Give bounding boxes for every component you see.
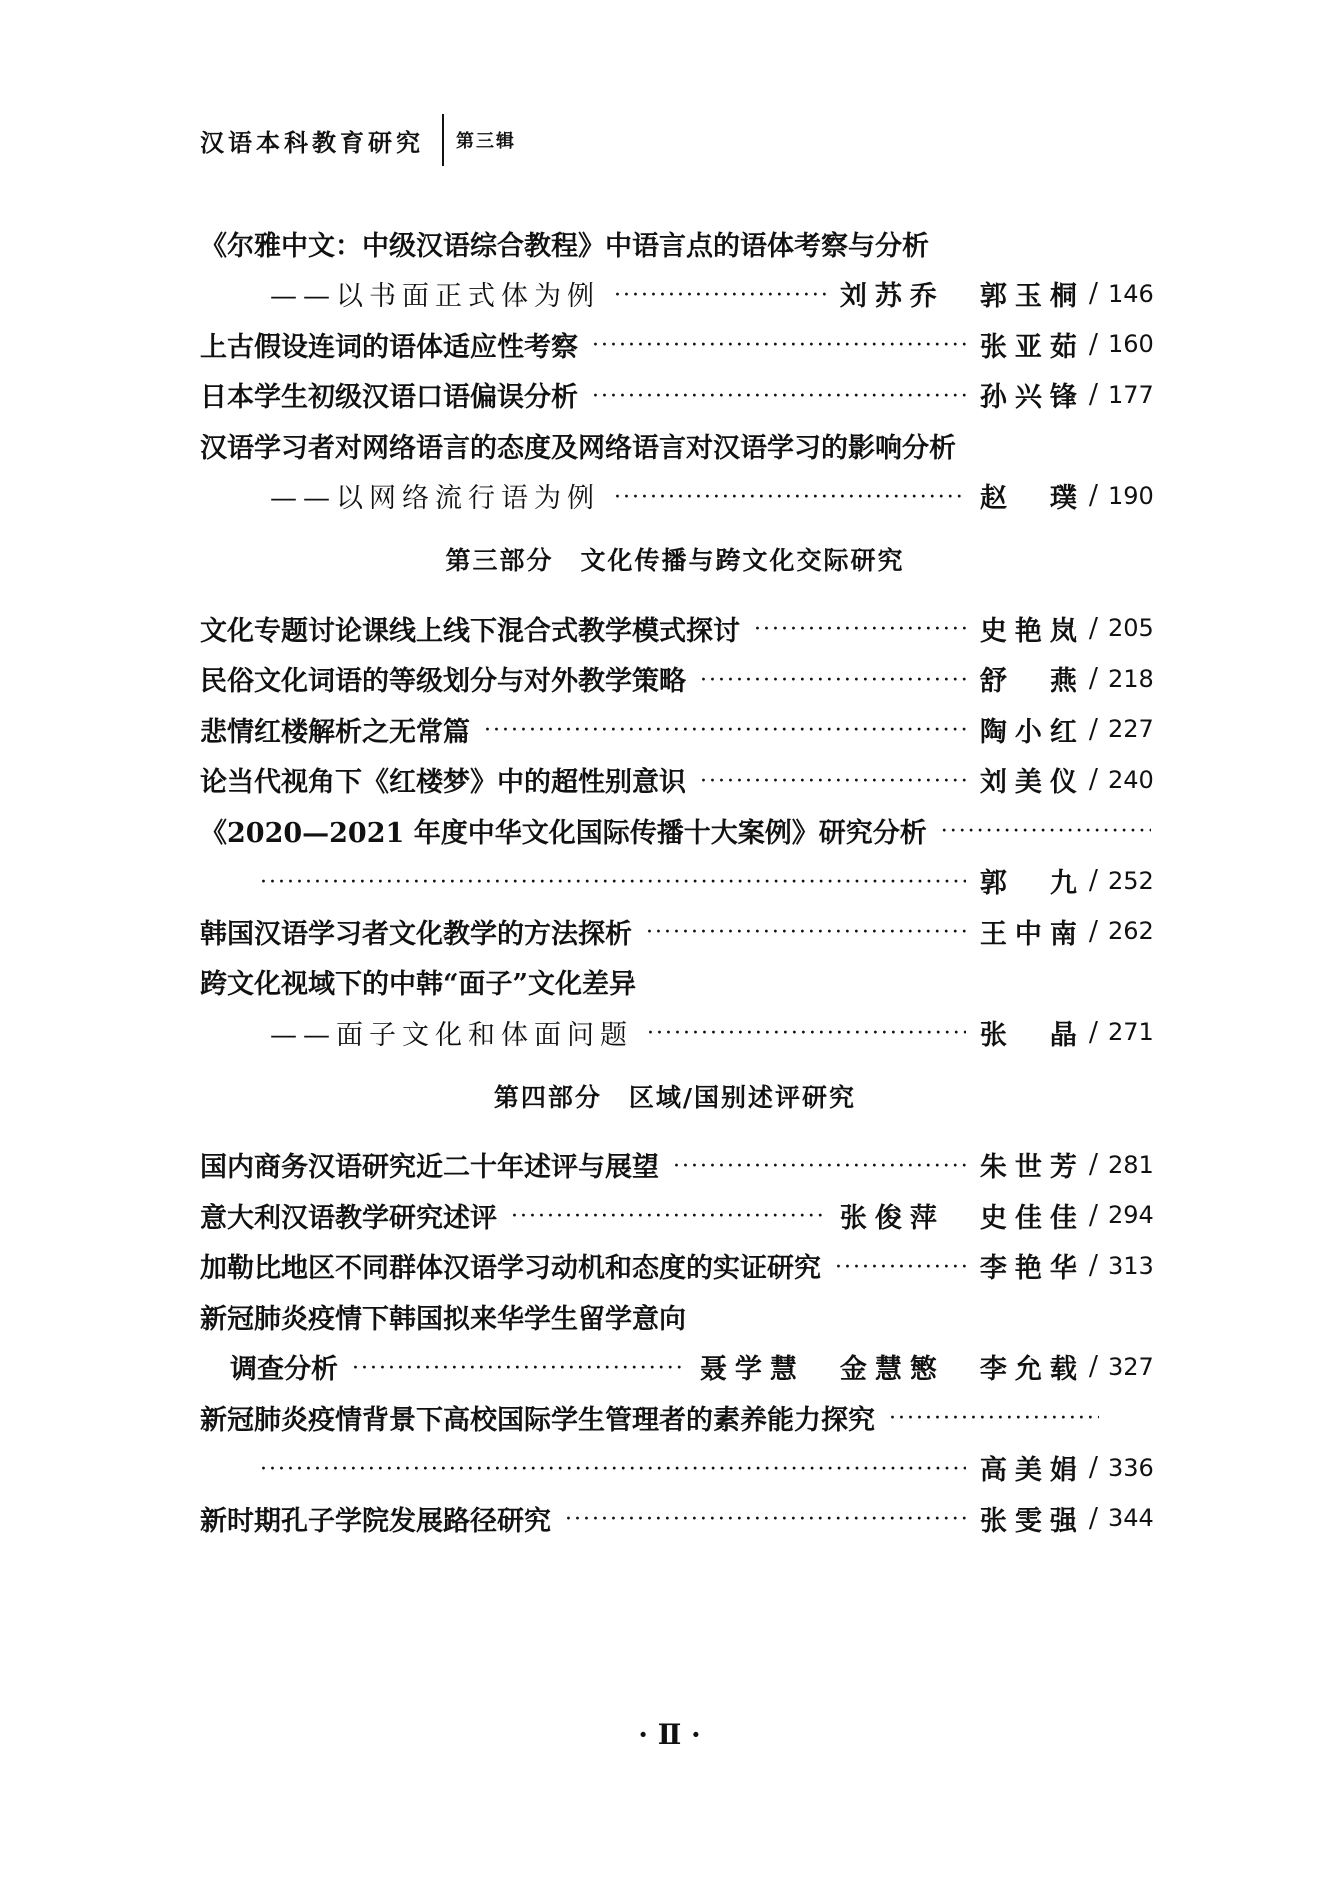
toc-entry[interactable]: [200, 1241, 1154, 1292]
entry-authors: 刘美仪: [979, 767, 1085, 799]
entry-authors: 孙兴锋: [979, 382, 1085, 414]
running-header: [200, 115, 516, 165]
entry-subtitle: ——面子文化和体面问题: [270, 1019, 633, 1051]
entry-title: 意大利汉语教学研究述评: [200, 1202, 497, 1234]
entry-page: 240: [1108, 765, 1154, 794]
page-separator: /: [1088, 1250, 1098, 1282]
page-separator: /: [1088, 713, 1098, 745]
page-separator: /: [1088, 915, 1098, 947]
page-separator: /: [1088, 480, 1098, 512]
leader-dots: [352, 1342, 686, 1392]
entry-authors: 郭 九: [979, 868, 1085, 900]
entry-page: 160: [1108, 330, 1154, 359]
leader-dots: [700, 654, 966, 704]
entry-authors: 史艳岚: [979, 615, 1085, 647]
entry-title: 韩国汉语学习者文化教学的方法探析: [200, 918, 632, 950]
section-heading: 第三部分 文化传播与跨文化交际研究: [445, 546, 905, 575]
entry-title: 汉语学习者对网络语言的态度及网络语言对汉语学习的影响分析: [200, 432, 956, 464]
leader-dots: [592, 370, 966, 420]
toc-entry[interactable]: [200, 654, 1154, 705]
leader-dots: [565, 1493, 966, 1543]
entry-subtitle: ——以网络流行语为例: [270, 483, 600, 515]
entry-page: 146: [1108, 279, 1154, 308]
leader-dots: [511, 1190, 826, 1240]
entry-authors: 刘苏乔 郭玉桐: [839, 281, 1085, 313]
leader-dots: [260, 1443, 966, 1493]
leader-dots: [614, 269, 826, 319]
table-of-contents: [200, 218, 1154, 1544]
entry-page: 227: [1108, 715, 1154, 744]
leader-dots: [484, 704, 966, 754]
toc-entry[interactable]: [200, 957, 1150, 1008]
entry-page: 252: [1108, 866, 1154, 895]
entry-page: 344: [1108, 1504, 1154, 1533]
entry-authors: 张 晶: [979, 1019, 1085, 1051]
entry-title-continuation: 调查分析: [230, 1354, 338, 1386]
entry-title: 悲情红楼解析之无常篇: [200, 716, 470, 748]
toc-entry[interactable]: [200, 420, 1150, 471]
entry-page: 271: [1108, 1018, 1154, 1047]
leader-dots: [614, 471, 966, 521]
issue-label: 第三辑: [456, 131, 516, 152]
leader-dots: [647, 1007, 966, 1057]
toc-entry[interactable]: [200, 1190, 1154, 1241]
page-separator: /: [1088, 328, 1098, 360]
toc-entry[interactable]: [200, 1443, 1154, 1494]
leader-dots: [941, 805, 1151, 855]
toc-entry[interactable]: [200, 370, 1154, 421]
entry-authors: 聂学慧 金慧慜 李允载: [699, 1354, 1085, 1386]
toc-entry[interactable]: [200, 1493, 1154, 1544]
entry-title: 日本学生初级汉语口语偏误分析: [200, 382, 578, 414]
entry-page: 281: [1108, 1150, 1154, 1179]
toc-entry[interactable]: [200, 603, 1154, 654]
entry-authors: 舒 燕: [979, 666, 1085, 698]
entry-authors: 赵 璞: [979, 483, 1085, 515]
toc-entry[interactable]: [200, 805, 1150, 856]
toc-entry[interactable]: [200, 906, 1154, 957]
entry-page: 327: [1108, 1352, 1154, 1381]
page-separator: /: [1088, 865, 1098, 897]
toc-entry[interactable]: [200, 471, 1154, 522]
entry-title: 上古假设连词的语体适应性考察: [200, 331, 578, 363]
page-separator: /: [1088, 1351, 1098, 1383]
header-divider: [442, 114, 444, 166]
page-separator: /: [1088, 764, 1098, 796]
section-heading: 第四部分 区域/国别述评研究: [493, 1082, 857, 1112]
toc-entry[interactable]: [200, 1342, 1154, 1393]
entry-authors: 李艳华: [979, 1253, 1085, 1285]
page-separator: /: [1088, 1502, 1098, 1534]
leader-dots: [646, 906, 966, 956]
toc-entry[interactable]: [200, 1392, 1150, 1443]
page-separator: /: [1088, 278, 1098, 310]
leader-dots: [592, 319, 966, 369]
entry-subtitle: ——以书面正式体为例: [270, 281, 600, 313]
entry-page: 177: [1108, 380, 1154, 409]
toc-entry[interactable]: [200, 218, 1150, 269]
page-separator: /: [1088, 1199, 1098, 1231]
toc-entry[interactable]: [200, 1291, 1150, 1342]
entry-page: 336: [1108, 1453, 1154, 1482]
entry-authors: 朱世芳: [979, 1152, 1085, 1184]
page-number: · Ⅱ ·: [638, 1718, 701, 1751]
toc-entry[interactable]: [200, 704, 1154, 755]
entry-page: 294: [1108, 1201, 1154, 1230]
leader-dots: [889, 1392, 1099, 1442]
entry-authors: 张雯强: [979, 1505, 1085, 1537]
page-separator: /: [1088, 663, 1098, 695]
leader-dots: [260, 856, 966, 906]
toc-entry[interactable]: [200, 1007, 1154, 1058]
page-separator: /: [1088, 612, 1098, 644]
entry-title: 国内商务汉语研究近二十年述评与展望: [200, 1152, 659, 1184]
entry-title: 新冠肺炎疫情下韩国拟来华学生留学意向: [200, 1303, 686, 1335]
entry-title: 文化专题讨论课线上线下混合式教学模式探讨: [200, 615, 740, 647]
page-separator: /: [1088, 1149, 1098, 1181]
entry-authors: 王中南: [979, 918, 1085, 950]
entry-title: 论当代视角下《红楼梦》中的超性别意识: [200, 767, 686, 799]
entry-title: 跨文化视域下的中韩“面子”文化差异: [200, 969, 637, 1001]
entry-authors: 张俊萍 史佳佳: [839, 1202, 1085, 1234]
page-separator: /: [1088, 379, 1098, 411]
entry-page: 313: [1108, 1251, 1154, 1280]
entry-page: 262: [1108, 917, 1154, 946]
entry-title: 新时期孔子学院发展路径研究: [200, 1505, 551, 1537]
toc-entry[interactable]: [200, 319, 1154, 370]
toc-entry[interactable]: [200, 1140, 1154, 1191]
page-separator: /: [1088, 1016, 1098, 1048]
leader-dots: [700, 755, 966, 805]
entry-title: 加勒比地区不同群体汉语学习动机和态度的实证研究: [200, 1253, 821, 1285]
entry-title: 《尔雅中文：中级汉语综合教程》中语言点的语体考察与分析: [200, 230, 929, 262]
entry-title: 民俗文化词语的等级划分与对外教学策略: [200, 666, 686, 698]
entry-page: 205: [1108, 614, 1154, 643]
leader-dots: [835, 1241, 966, 1291]
entry-page: 218: [1108, 664, 1154, 693]
entry-page: 190: [1108, 481, 1154, 510]
entry-authors: 高美娟: [979, 1455, 1085, 1487]
book-title: 汉语本科教育研究: [200, 128, 424, 157]
toc-entry[interactable]: [200, 269, 1154, 320]
entry-authors: 张亚茹: [979, 331, 1085, 363]
entry-authors: 陶小红: [979, 716, 1085, 748]
toc-entry[interactable]: [200, 856, 1154, 907]
leader-dots: [673, 1140, 966, 1190]
entry-title: 新冠肺炎疫情背景下高校国际学生管理者的素养能力探究: [200, 1404, 875, 1436]
leader-dots: [754, 603, 966, 653]
entry-title: 《2020—2021 年度中华文化国际传播十大案例》研究分析: [200, 817, 927, 849]
toc-entry[interactable]: [200, 755, 1154, 806]
page-separator: /: [1088, 1452, 1098, 1484]
